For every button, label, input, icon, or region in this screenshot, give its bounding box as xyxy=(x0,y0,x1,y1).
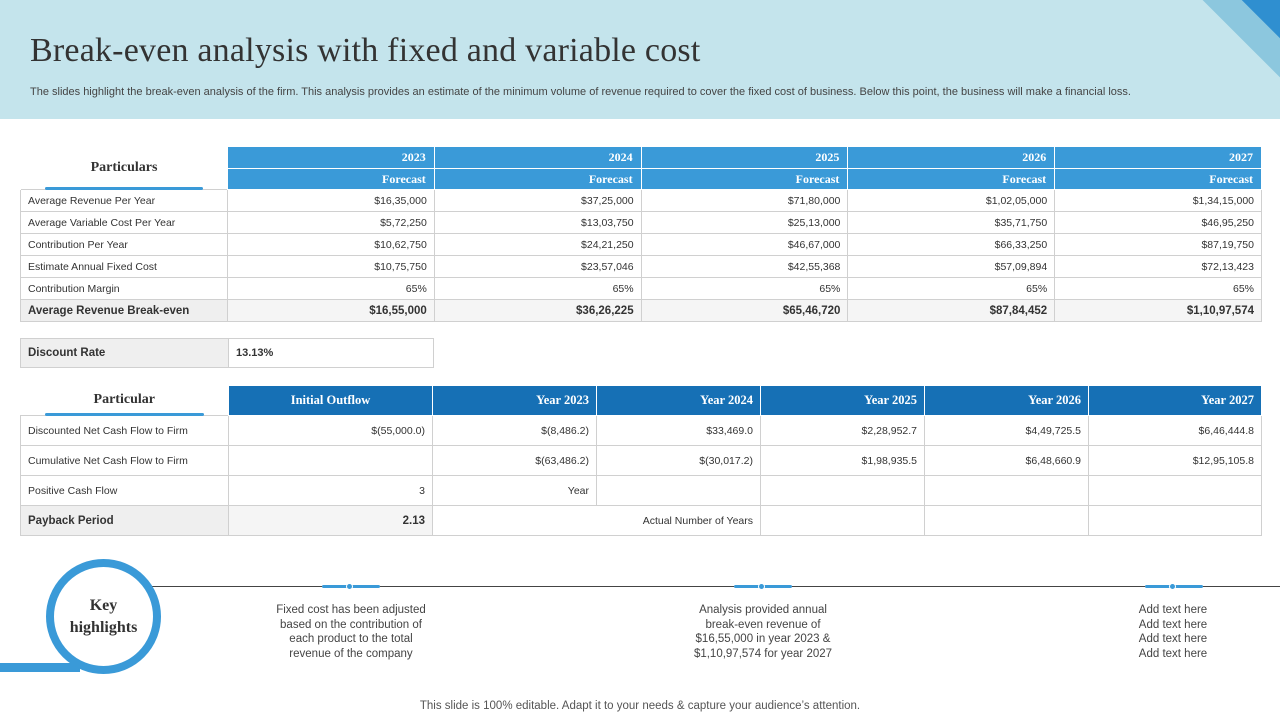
cell-value: $46,95,250 xyxy=(1055,212,1262,234)
cell-value: $46,67,000 xyxy=(641,234,848,256)
cell-value: $6,46,444.8 xyxy=(1089,416,1262,446)
cell-value: $87,84,452 xyxy=(848,300,1055,322)
cell-value: $5,72,250 xyxy=(228,212,435,234)
cell-value: $(8,486.2) xyxy=(433,416,597,446)
cell-value: $6,48,660.9 xyxy=(925,446,1089,476)
cell-value xyxy=(597,476,761,506)
cell-value: 3 xyxy=(229,476,433,506)
key-highlights-badge xyxy=(46,559,161,674)
highlight-text: Analysis provided annual break-even revenue of $16,55,000 in year 2023 & $1,10,97,574 for year 2027 xyxy=(693,604,833,660)
table-row xyxy=(21,416,1262,446)
cell-value xyxy=(1089,476,1262,506)
row-label: Average Variable Cost Per Year xyxy=(21,212,228,234)
particulars-underline xyxy=(45,187,203,190)
empty-cell xyxy=(1089,506,1262,536)
cell-value: $1,10,97,574 xyxy=(1055,300,1262,322)
cell-value: $24,21,250 xyxy=(434,234,641,256)
forecast-header: Forecast xyxy=(228,169,435,190)
year-header: 2025 xyxy=(641,147,848,169)
row-label: Discounted Net Cash Flow to Firm xyxy=(21,416,229,446)
payback-row xyxy=(21,506,1262,536)
cell-value: $16,35,000 xyxy=(228,190,435,212)
footer-note: This slide is 100% editable. Adapt it to your needs & capture your audience’s attention. xyxy=(419,700,861,712)
row-label: Positive Cash Flow xyxy=(21,476,229,506)
particular-header: Particular xyxy=(21,386,229,416)
table-row xyxy=(21,476,1262,506)
cell-value: $42,55,368 xyxy=(641,256,848,278)
cell-value: $35,71,750 xyxy=(848,212,1055,234)
cell-value: $1,34,15,000 xyxy=(1055,190,1262,212)
cell-value: $2,28,952.7 xyxy=(761,416,925,446)
year-header: 2024 xyxy=(434,147,641,169)
cell-value: $13,03,750 xyxy=(434,212,641,234)
particulars-header: Particulars xyxy=(21,147,228,190)
cell-value: $16,55,000 xyxy=(228,300,435,322)
cash-flow-table xyxy=(20,385,1262,536)
table-row xyxy=(21,278,1262,300)
cell-value: $25,13,000 xyxy=(641,212,848,234)
cell-value: $23,57,046 xyxy=(434,256,641,278)
cell-value xyxy=(761,476,925,506)
cell-value: $33,469.0 xyxy=(597,416,761,446)
column-header: Year 2025 xyxy=(761,386,925,416)
column-header: Year 2027 xyxy=(1089,386,1262,416)
payback-note: Actual Number of Years xyxy=(433,506,761,536)
forecast-header: Forecast xyxy=(641,169,848,190)
cell-value: 65% xyxy=(848,278,1055,300)
payback-label: Payback Period xyxy=(21,506,229,536)
row-label: Estimate Annual Fixed Cost xyxy=(21,256,228,278)
row-label: Contribution Per Year xyxy=(21,234,228,256)
key-highlights-title: highlights xyxy=(69,618,138,636)
cell-value: $66,33,250 xyxy=(848,234,1055,256)
discount-rate-label: Discount Rate xyxy=(21,339,229,368)
cell-value: 65% xyxy=(641,278,848,300)
cell-value: 65% xyxy=(228,278,435,300)
cell-value: $65,46,720 xyxy=(641,300,848,322)
table-row xyxy=(21,446,1262,476)
header-band xyxy=(0,0,1280,119)
table-row xyxy=(21,234,1262,256)
cell-value: $1,98,935.5 xyxy=(761,446,925,476)
cell-value: $36,26,225 xyxy=(434,300,641,322)
cell-value: 65% xyxy=(434,278,641,300)
cell-value: $37,25,000 xyxy=(434,190,641,212)
column-header: Year 2024 xyxy=(597,386,761,416)
column-header: Year 2026 xyxy=(925,386,1089,416)
column-header: Year 2023 xyxy=(433,386,597,416)
cell-value: $10,75,750 xyxy=(228,256,435,278)
year-header: 2026 xyxy=(848,147,1055,169)
cell-value: $57,09,894 xyxy=(848,256,1055,278)
discount-rate-value: 13.13% xyxy=(229,339,434,368)
table-row xyxy=(21,212,1262,234)
row-label: Contribution Margin xyxy=(21,278,228,300)
highlights-timeline xyxy=(150,586,1280,587)
timeline-marker xyxy=(734,583,792,590)
cell-value: $1,02,05,000 xyxy=(848,190,1055,212)
timeline-marker xyxy=(322,583,380,590)
table-row xyxy=(21,190,1262,212)
cell-value xyxy=(229,446,433,476)
cell-value: $72,13,423 xyxy=(1055,256,1262,278)
cell-value: $4,49,725.5 xyxy=(925,416,1089,446)
page-subtitle: The slides highlight the break-even analysis of the firm. This analysis provides an estimate of the minimum volume of revenue required to cover the fixed cost of business. Below this point, the business will make a financial loss. xyxy=(30,86,1131,98)
forecast-header: Forecast xyxy=(434,169,641,190)
discount-rate-table xyxy=(20,338,434,368)
cell-value: $(30,017.2) xyxy=(597,446,761,476)
empty-cell xyxy=(761,506,925,536)
row-label: Average Revenue Break-even xyxy=(21,300,228,322)
cell-value: $(55,000.0) xyxy=(229,416,433,446)
row-label: Average Revenue Per Year xyxy=(21,190,228,212)
break-even-table xyxy=(20,146,1262,322)
cell-value: $10,62,750 xyxy=(228,234,435,256)
cell-value xyxy=(925,476,1089,506)
cell-value: $87,19,750 xyxy=(1055,234,1262,256)
highlights-accent-bar xyxy=(0,663,80,672)
column-header: Initial Outflow xyxy=(229,386,433,416)
highlight-text: Fixed cost has been adjusted based on the contribution of each product to the total revenue of the company xyxy=(276,604,426,660)
page-title: Break-even analysis with fixed and variable cost xyxy=(30,32,701,69)
payback-value: 2.13 xyxy=(229,506,433,536)
cell-value: Year xyxy=(433,476,597,506)
empty-cell xyxy=(925,506,1089,536)
highlight-text: Add text here Add text here Add text here Add text here xyxy=(1138,604,1208,660)
key-highlights-title: Key xyxy=(89,596,118,614)
table-row xyxy=(21,256,1262,278)
cell-value: $71,80,000 xyxy=(641,190,848,212)
timeline-marker xyxy=(1145,583,1203,590)
cell-value: $(63,486.2) xyxy=(433,446,597,476)
total-row xyxy=(21,300,1262,322)
year-header: 2027 xyxy=(1055,147,1262,169)
cell-value: $12,95,105.8 xyxy=(1089,446,1262,476)
year-header: 2023 xyxy=(228,147,435,169)
forecast-header: Forecast xyxy=(1055,169,1262,190)
cell-value: 65% xyxy=(1055,278,1262,300)
row-label: Cumulative Net Cash Flow to Firm xyxy=(21,446,229,476)
particular-underline xyxy=(45,413,205,416)
forecast-header: Forecast xyxy=(848,169,1055,190)
